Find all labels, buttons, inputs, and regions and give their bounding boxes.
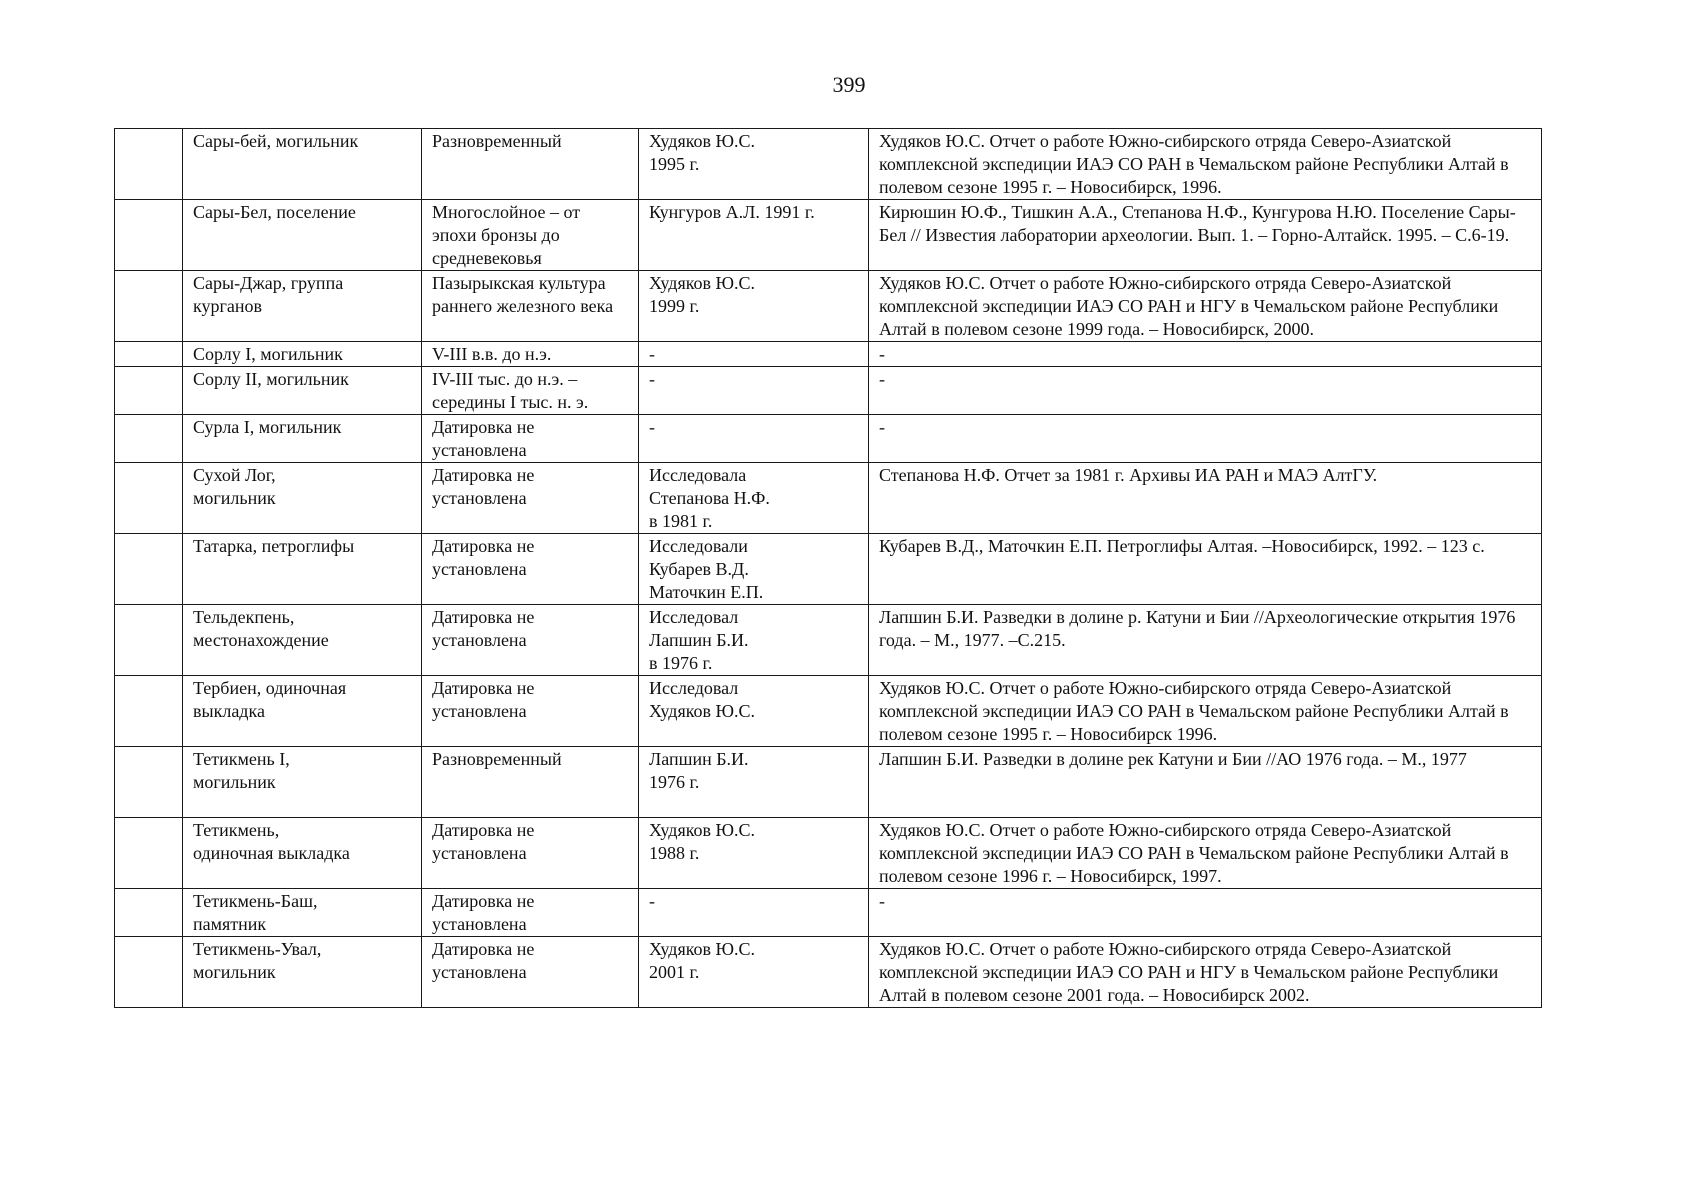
page-number: 399 (832, 72, 866, 97)
dating-cell: Датировка не установлена (422, 818, 639, 889)
site-name-cell: Сурла I, могильник (183, 415, 422, 463)
literature-cell: - (869, 415, 1542, 463)
row-number-cell (115, 271, 183, 342)
dating-cell: Разновременный (422, 129, 639, 200)
site-name-cell: Сорлу II, могильник (183, 367, 422, 415)
row-number-cell (115, 463, 183, 534)
literature-cell: Лапшин Б.И. Разведки в долине рек Катуни и Бии //АО 1976 года. – М., 1977 (869, 747, 1542, 818)
table-row (115, 129, 1542, 200)
dating-cell: Многослойное – от эпохи бронзы до средневековья (422, 200, 639, 271)
site-name-cell: Сары-бей, могильник (183, 129, 422, 200)
researcher-cell: Худяков Ю.С. 1999 г. (639, 271, 869, 342)
table-row (115, 271, 1542, 342)
literature-cell: Худяков Ю.С. Отчет о работе Южно-сибирского отряда Северо-Азиатской комплексной экспедиции ИАЭ СО РАН и НГУ в Чемальском районе Республики Алтай в полевом сезоне 2001 года. – Новосибирск 2002. (869, 937, 1542, 1008)
table-row (115, 818, 1542, 889)
row-number-cell (115, 818, 183, 889)
literature-cell: Худяков Ю.С. Отчет о работе Южно-сибирского отряда Северо-Азиатской комплексной экспедиции ИАЭ СО РАН в Чемальском районе Республики Алтай в полевом сезоне 1996 г. – Новосибирск, 1997. (869, 818, 1542, 889)
site-name-cell: Тетикмень, одиночная выкладка (183, 818, 422, 889)
table-row (115, 747, 1542, 818)
row-number-cell (115, 747, 183, 818)
dating-cell: Датировка не установлена (422, 676, 639, 747)
literature-cell: - (869, 889, 1542, 937)
row-number-cell (115, 889, 183, 937)
researcher-cell: Исследовал Лапшин Б.И. в 1976 г. (639, 605, 869, 676)
table-row (115, 367, 1542, 415)
table-row (115, 676, 1542, 747)
row-number-cell (115, 367, 183, 415)
researcher-cell: Исследовали Кубарев В.Д. Маточкин Е.П. (639, 534, 869, 605)
literature-cell: Худяков Ю.С. Отчет о работе Южно-сибирского отряда Северо-Азиатской комплексной экспедиции ИАЭ СО РАН в Чемальском районе Республики Алтай в полевом сезоне 1995 г. – Новосибирск 1996. (869, 676, 1542, 747)
dating-cell: Разновременный (422, 747, 639, 818)
row-number-cell (115, 129, 183, 200)
researcher-cell: - (639, 342, 869, 367)
dating-cell: Датировка не установлена (422, 605, 639, 676)
researcher-cell: - (639, 415, 869, 463)
literature-cell: Худяков Ю.С. Отчет о работе Южно-сибирского отряда Северо-Азиатской комплексной экспедиции ИАЭ СО РАН в Чемальском районе Республики Алтай в полевом сезоне 1995 г. – Новосибирск, 1996. (869, 129, 1542, 200)
site-name-cell: Сары-Джар, группа курганов (183, 271, 422, 342)
site-name-cell: Сары-Бел, поселение (183, 200, 422, 271)
table-row (115, 415, 1542, 463)
table-row (115, 342, 1542, 367)
literature-cell: Кирюшин Ю.Ф., Тишкин А.А., Степанова Н.Ф., Кунгурова Н.Ю. Поселение Сары-Бел // Известия лаборатории археологии. Вып. 1. – Горно-Алтайск. 1995. – С.6-19. (869, 200, 1542, 271)
table-row (115, 200, 1542, 271)
literature-cell: Кубарев В.Д., Маточкин Е.П. Петроглифы Алтая. –Новосибирск, 1992. – 123 с. (869, 534, 1542, 605)
row-number-cell (115, 605, 183, 676)
table-row (115, 937, 1542, 1008)
researcher-cell: Кунгуров А.Л. 1991 г. (639, 200, 869, 271)
researcher-cell: - (639, 889, 869, 937)
row-number-cell (115, 342, 183, 367)
site-name-cell: Сорлу I, могильник (183, 342, 422, 367)
literature-cell: Худяков Ю.С. Отчет о работе Южно-сибирского отряда Северо-Азиатской комплексной экспедиции ИАЭ СО РАН и НГУ в Чемальском районе Республики Алтай в полевом сезоне 1999 года. – Новосибирск, 2000. (869, 271, 1542, 342)
dating-cell: Датировка не установлена (422, 415, 639, 463)
dating-cell: Датировка не установлена (422, 534, 639, 605)
site-name-cell: Сухой Лог, могильник (183, 463, 422, 534)
monuments-table (114, 128, 1542, 1008)
dating-cell: V-III в.в. до н.э. (422, 342, 639, 367)
site-name-cell: Татарка, петроглифы (183, 534, 422, 605)
researcher-cell: Исследовал Худяков Ю.С. (639, 676, 869, 747)
row-number-cell (115, 534, 183, 605)
table-row (115, 534, 1542, 605)
researcher-cell: Худяков Ю.С. 2001 г. (639, 937, 869, 1008)
literature-cell: - (869, 367, 1542, 415)
literature-cell: Лапшин Б.И. Разведки в долине р. Катуни и Бии //Археологические открытия 1976 года. – М., 1977. –С.215. (869, 605, 1542, 676)
site-name-cell: Тербиен, одиночная выкладка (183, 676, 422, 747)
table-row (115, 889, 1542, 937)
researcher-cell: Худяков Ю.С. 1988 г. (639, 818, 869, 889)
researcher-cell: Лапшин Б.И. 1976 г. (639, 747, 869, 818)
site-name-cell: Тельдекпень, местонахождение (183, 605, 422, 676)
dating-cell: Датировка не установлена (422, 463, 639, 534)
row-number-cell (115, 200, 183, 271)
literature-cell: - (869, 342, 1542, 367)
dating-cell: Пазырыкская культура раннего железного века (422, 271, 639, 342)
literature-cell: Степанова Н.Ф. Отчет за 1981 г. Архивы ИА РАН и МАЭ АлтГУ. (869, 463, 1542, 534)
dating-cell: Датировка не установлена (422, 937, 639, 1008)
site-name-cell: Тетикмень-Баш, памятник (183, 889, 422, 937)
table-row (115, 605, 1542, 676)
row-number-cell (115, 676, 183, 747)
researcher-cell: Исследовала Степанова Н.Ф. в 1981 г. (639, 463, 869, 534)
dating-cell: Датировка не установлена (422, 889, 639, 937)
dating-cell: IV-III тыс. до н.э. – середины I тыс. н. э. (422, 367, 639, 415)
row-number-cell (115, 415, 183, 463)
researcher-cell: - (639, 367, 869, 415)
site-name-cell: Тетикмень I, могильник (183, 747, 422, 818)
row-number-cell (115, 937, 183, 1008)
site-name-cell: Тетикмень-Увал, могильник (183, 937, 422, 1008)
table-row (115, 463, 1542, 534)
researcher-cell: Худяков Ю.С. 1995 г. (639, 129, 869, 200)
